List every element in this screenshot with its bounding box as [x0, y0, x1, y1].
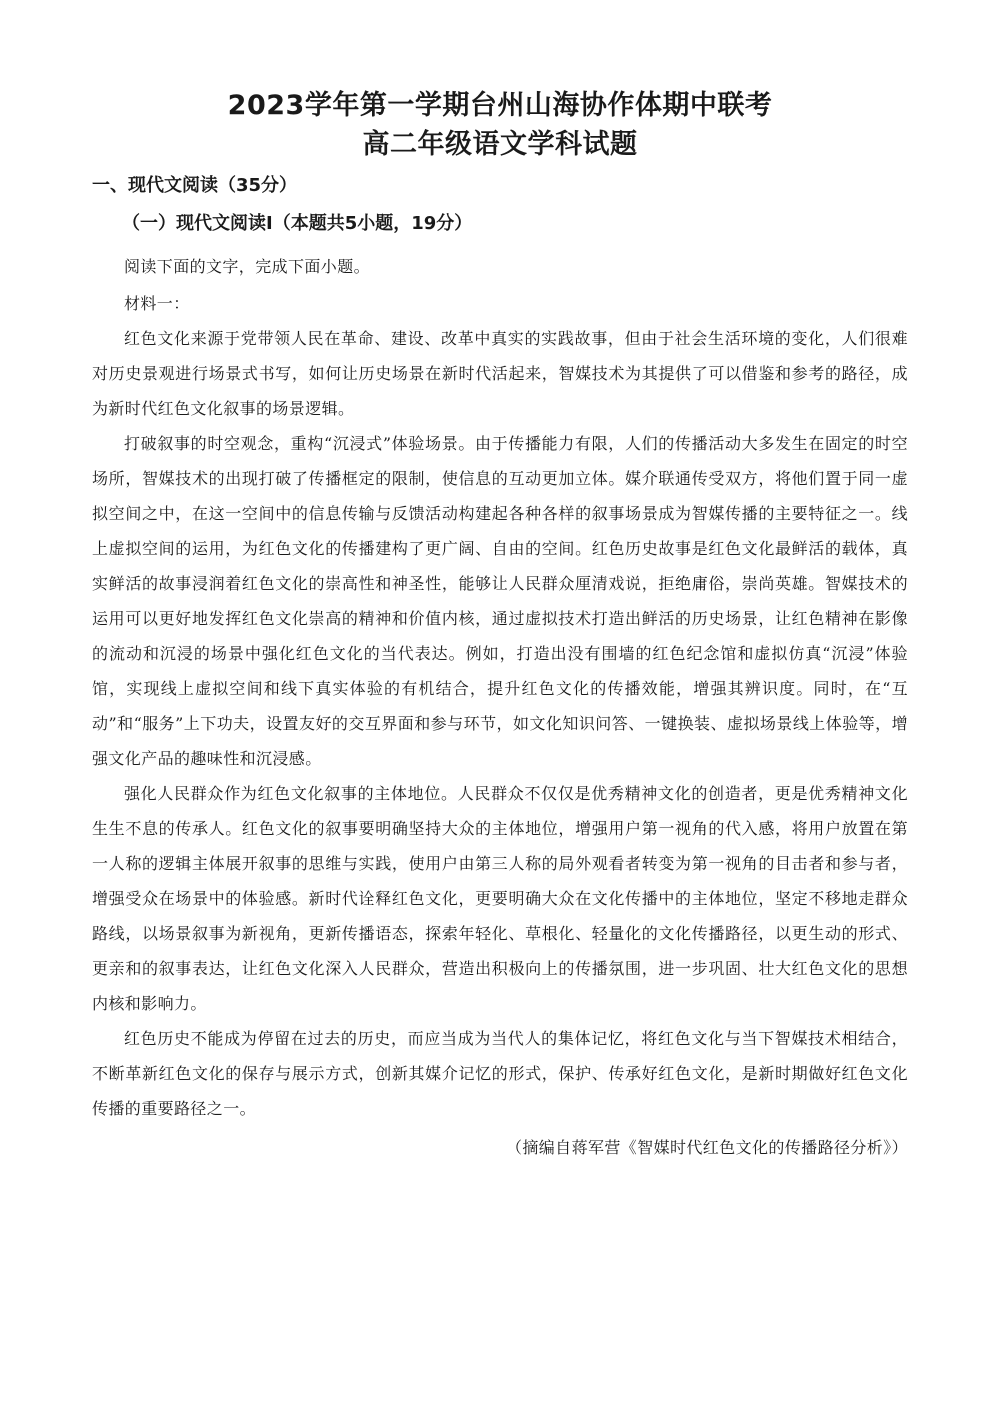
- exam-title-line1: 2023学年第一学期台州山海协作体期中联考: [227, 90, 773, 121]
- passage-paragraph-3: 强化人民群众作为红色文化叙事的主体地位。人民群众不仅仅是优秀精神文化的创造者，更是优秀精神文化生生不息的传承人。红色文化的叙事要明确坚持大众的主体地位，增强用户第一视角的代入感，将用户放置在第一人称的逻辑主体展开叙事的思维与实践，使用户由第三人称的局外观看者转变为第一视角的目击者和参与者，增强受众在场景中的体验感。新时代诠释红色文化，更要明确大众在文化传播中的主体地位，坚定不移地走群众路线，以场景叙事为新视角，更新传播语态，探索年轻化、草根化、轻量化的文化传播路径，以更生动的形式、更亲和的叙事表达，让红色文化深入人民群众，营造出积极向上的传播氛围，进一步巩固、壮大红色文化的思想内核和影响力。: [92, 784, 908, 1013]
- passage-paragraph-2: 打破叙事的时空观念，重构“沉浸式”体验场景。由于传播能力有限，人们的传播活动大多发生在固定的时空场所，智媒技术的出现打破了传播框定的限制，使信息的互动更加立体。媒介联通传受双方，将他们置于同一虚拟空间之中，在这一空间中的信息传输与反馈活动构建起各种各样的叙事场景成为智媒传播的主要特征之一。线上虚拟空间的运用，为红色文化的传播建构了更广阔、自由的空间。红色历史故事是红色文化最鲜活的载体，真实鲜活的故事浸润着红色文化的崇高性和神圣性，能够让人民群众厘清戏说，拒绝庸俗，崇尚英雄。智媒技术的运用可以更好地发挥红色文化崇高的精神和价值内核，通过虚拟技术打造出鲜活的历史场景，让红色精神在影像的流动和沉浸的场景中强化红色文化的当代表达。例如，打造出没有围墙的红色纪念馆和虚拟仿真“沉浸”体验馆，实现线上虚拟空间和线下真实体验的有机结合，提升红色文化的传播效能，增强其辨识度。同时，在“互动”和“服务”上下功夫，设置友好的交互界面和参与环节，如文化知识问答、一键换装、虚拟场景线上体验等，增强文化产品的趣味性和沉浸感。: [92, 434, 908, 768]
- subsection-heading: （一）现代文阅读Ⅰ（本题共5小题，19分）: [122, 213, 473, 234]
- section-heading: 一、现代文阅读（35分）: [92, 175, 298, 196]
- instruction-text: 阅读下面的文字，完成下面小题。: [124, 257, 371, 276]
- passage-paragraph-4: 红色历史不能成为停留在过去的历史，而应当成为当代人的集体记忆，将红色文化与当下智媒技术相结合，不断革新红色文化的保存与展示方式，创新其媒介记忆的形式，保护、传承好红色文化，是新时期做好红色文化传播的重要路径之一。: [92, 1029, 908, 1118]
- source-citation: （摘编自蒋军营《智媒时代红色文化的传播路径分析》）: [505, 1138, 908, 1157]
- passage-paragraph-1: 红色文化来源于党带领人民在革命、建设、改革中真实的实践故事，但由于社会生活环境的变化，人们很难对历史景观进行场景式书写，如何让历史场景在新时代活起来，智媒技术为其提供了可以借鉴和参考的路径，成为新时代红色文化叙事的场景逻辑。: [92, 329, 908, 418]
- material-label: 材料一：: [124, 294, 190, 313]
- exam-title-line2: 高二年级语文学科试题: [362, 129, 638, 160]
